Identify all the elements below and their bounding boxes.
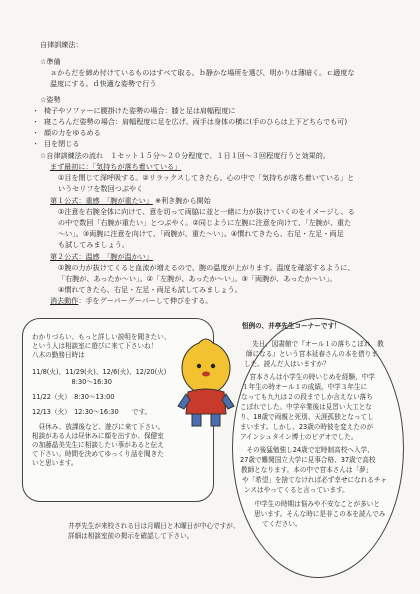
step2-line-1: ①腕の力が抜けてくると血流が増えるので、腕の温度が上がります。温度を確認するように、	[58, 263, 355, 272]
right-box-line-18: てください。	[262, 520, 302, 528]
right-box-line-17: 思います。そんな時に是非この本を読んでみ	[254, 510, 386, 518]
left-box-line-6: 11/22（火） 8:30～13:00	[32, 393, 115, 401]
left-box-line-12: いと思います。	[32, 459, 78, 467]
left-box-line-4: 11/8(火)、11/29(火)、12/6(火)、12/20(火)	[32, 368, 167, 376]
right-box-line-14: や「希望」を捨てなければ必ず幸せになれるチャ	[242, 476, 387, 484]
right-box-line-2: 師になる』という宮本延春さんの本を借りま	[246, 350, 378, 358]
step1-heading	[50, 196, 211, 205]
posture-item-2: ・ 寝ころんだ姿勢の場合：肩幅程度に足を広げ、両手は身体の横に(手のひらは上下どちらでも可)	[44, 117, 347, 126]
bottom-note-line-2: 詳細は相談室前の掲示を確認して下さい。	[68, 532, 194, 540]
right-box-line-13: 教師となります。本の中で宮本さんは「夢」	[241, 466, 373, 474]
left-box-line-10: の加藤晶美先生に相談したい事があると伝え	[32, 441, 164, 449]
step1-note: ※利き腕から開始	[155, 196, 211, 205]
left-box-line-9: 相談がある人は昼休みに顔を出すか、保健室	[32, 432, 164, 440]
cancel-action	[50, 296, 212, 305]
step1-label: 第１公式：重感 「腕が重たい」	[50, 196, 153, 205]
preparation-line-2: 温度にする。ｄ快適な姿勢で行う	[50, 79, 157, 88]
step2-line-3: ④慣れてきたら、右足・左足・両足も試してみましょう。	[58, 285, 242, 294]
cancel-label: 消去動作	[50, 296, 79, 305]
left-box-line-7: 12/13（火） 12:30～16:30 です。	[32, 408, 152, 416]
posture-item-3: ・ 顔の力をゆるめる	[44, 128, 101, 137]
left-box-line-5: 8:30～16:30	[32, 378, 112, 386]
right-box-line-4: 宮本さんは小学生の時いじめを経験、中学	[243, 373, 375, 381]
step0-line-2: いうセリフを数回つぶやく	[58, 184, 144, 193]
right-box-line-16: 中学生の時期は悩みや不安なことが多いと	[248, 500, 380, 508]
right-box-line-12: 27歳で難関国立大学に見事合格、37歳で高校	[240, 456, 376, 464]
right-box-line-9: まいます。しかし、23歳の時彼を変えたのが	[240, 423, 374, 431]
step1-line-1: ①注意を右腕全体に向けて、意を切って両脇に並と一緒に力が抜けていくのをイメージし、る	[58, 207, 355, 216]
right-box-line-3: した。読んだ人はいますか？	[244, 360, 330, 368]
right-box-line-15: ンスはやってくると言っています。	[244, 486, 349, 494]
step1-line-2: の中で数回「右腕が重たい」とつぶやく。②同じように左腕に注意を向けて、「左腕が、重た	[58, 218, 352, 227]
preparation-line-1: ａからだを締め付けているものはすべて取る。ｂ静かな場所を選び、明かりは薄暗く。ｃ適度な	[50, 68, 355, 77]
left-box-line-3: 八木の勤務日時は	[32, 351, 85, 359]
flow-line: ☆自律訓練法の流れ １セット１５分～２０分程度で、１日１回～３回程度行うと効果的。	[40, 151, 330, 160]
teacher-corner-title: 恒例の、井亭先生コーナーです！	[242, 322, 341, 330]
step0-label: まず最初に：「気持ちが落ち着いている」	[50, 162, 182, 171]
section-title: 自律訓練法：	[40, 40, 83, 49]
step1-line-4: も試してみましょう。	[58, 240, 129, 249]
step1-line-3: ～い」。③両腕に注意を向けて、「両腕が、重た～い」。④慣れてきたら、右足・左足・両足	[58, 229, 344, 238]
posture-heading: ☆姿勢	[40, 95, 61, 104]
posture-item-4: ・ 目を閉じる	[44, 139, 79, 148]
right-box-line-7: こぼれでした。中学卒業後は見習い大工とな	[240, 403, 372, 411]
bottom-note-line-1: 井亭先生が来校される日は月曜日と木曜日が中心ですが、	[68, 522, 240, 530]
left-box-line-2: という人は相談室に遊びに来て下さいね！	[32, 342, 158, 350]
cancel-text: ：手をグーパーグーパーして伸びをする。	[78, 296, 213, 305]
right-box-line-5: １年生の時オール１の成績。中学３年生に	[242, 383, 368, 391]
right-box-line-6: なっても九九は２の段までしか言えない落ち	[241, 393, 373, 401]
step2-line-2: 「右腕が、あったか～い」。②「左腕が、あったか～い」。③「両腕が、あったか～い」。	[58, 274, 337, 283]
right-box-line-1: 先日、図書館で『オール１の落ちこぼれ 教	[252, 340, 384, 348]
posture-item-1: ・ 椅子やソファーに腰掛けた姿勢の場合：膝と足は肩幅程度に	[44, 106, 235, 115]
right-box-line-8: り、18歳で両親と死別、天涯孤独となってし	[240, 413, 374, 421]
left-box-line-1: わかりづらい、もっと詳しい説明を聞きたい、	[32, 333, 171, 341]
left-box-line-11: て下さい。時間を決めてゆっくり話を聞きた	[32, 450, 164, 458]
step0-line-1: ①目を閉じて深呼吸する。②リラックスしてきたら、心の中で「気持ちが落ち着いている」と	[58, 173, 355, 182]
left-box-line-8: 昼休み、放課後など、遊びに来て下さい。	[32, 423, 165, 431]
step2-label: 第２公式：温感 「腕が温かい」	[50, 252, 153, 261]
right-box-line-11: その後猛勉強し24歳で定時制高校へ入学、	[240, 446, 374, 454]
right-box-line-10: アインシュタイン博士のビデオでした。	[240, 433, 358, 441]
mascot-character-icon	[172, 338, 240, 430]
preparation-heading: ☆準備	[40, 57, 61, 66]
